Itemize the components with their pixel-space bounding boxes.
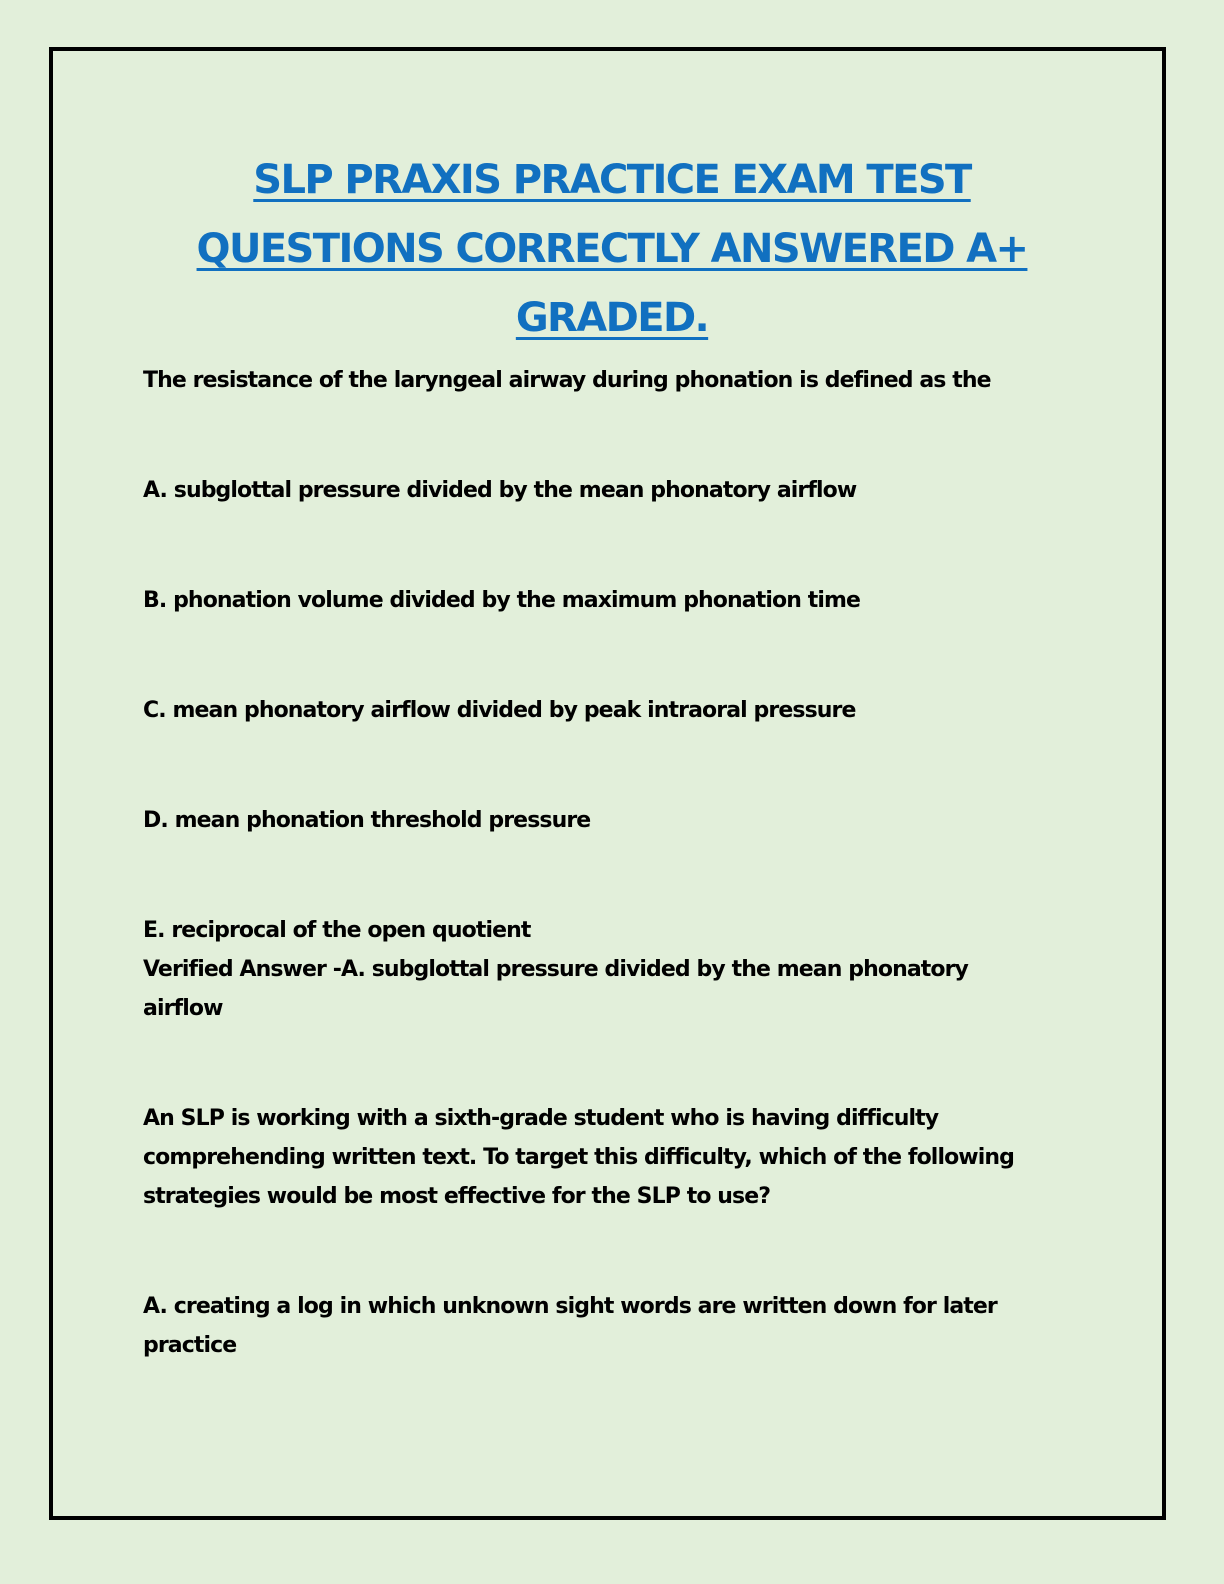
question-1-option-d: D. mean phonation threshold pressure xyxy=(143,808,591,833)
question-1-option-e-and-answer xyxy=(143,911,968,1028)
title-line: GRADED. xyxy=(515,295,709,341)
verified-answer-line: Verified Answer -A. subglottal pressure divided by the mean phonatory xyxy=(143,957,969,982)
question-2-stem xyxy=(143,1099,1014,1216)
document-title xyxy=(150,146,1074,353)
question-2-option-a-line: practice xyxy=(143,1333,237,1358)
verified-answer-line: airflow xyxy=(143,996,223,1021)
question-2-option-a xyxy=(143,1287,997,1365)
question-2-stem-line: comprehending written text. To target this difficulty, which of the following xyxy=(143,1145,1014,1170)
question-1-option-a: A. subglottal pressure divided by the mean phonatory airflow xyxy=(143,478,857,503)
question-1-option-b: B. phonation volume divided by the maximum phonation time xyxy=(143,588,861,613)
question-1-option-c: C. mean phonatory airflow divided by peak intraoral pressure xyxy=(143,698,856,723)
question-1-option-e: E. reciprocal of the open quotient xyxy=(143,918,531,943)
question-2-option-a-line: A. creating a log in which unknown sight words are written down for later xyxy=(143,1294,997,1319)
question-2-stem-line: strategies would be most effective for the SLP to use? xyxy=(143,1184,771,1209)
title-line: SLP PRAXIS PRACTICE EXAM TEST xyxy=(253,157,971,203)
question-2-stem-line: An SLP is working with a sixth-grade student who is having difficulty xyxy=(143,1106,939,1131)
question-1-stem: The resistance of the laryngeal airway during phonation is defined as the xyxy=(143,368,991,393)
title-line: QUESTIONS CORRECTLY ANSWERED A+ xyxy=(196,226,1028,272)
